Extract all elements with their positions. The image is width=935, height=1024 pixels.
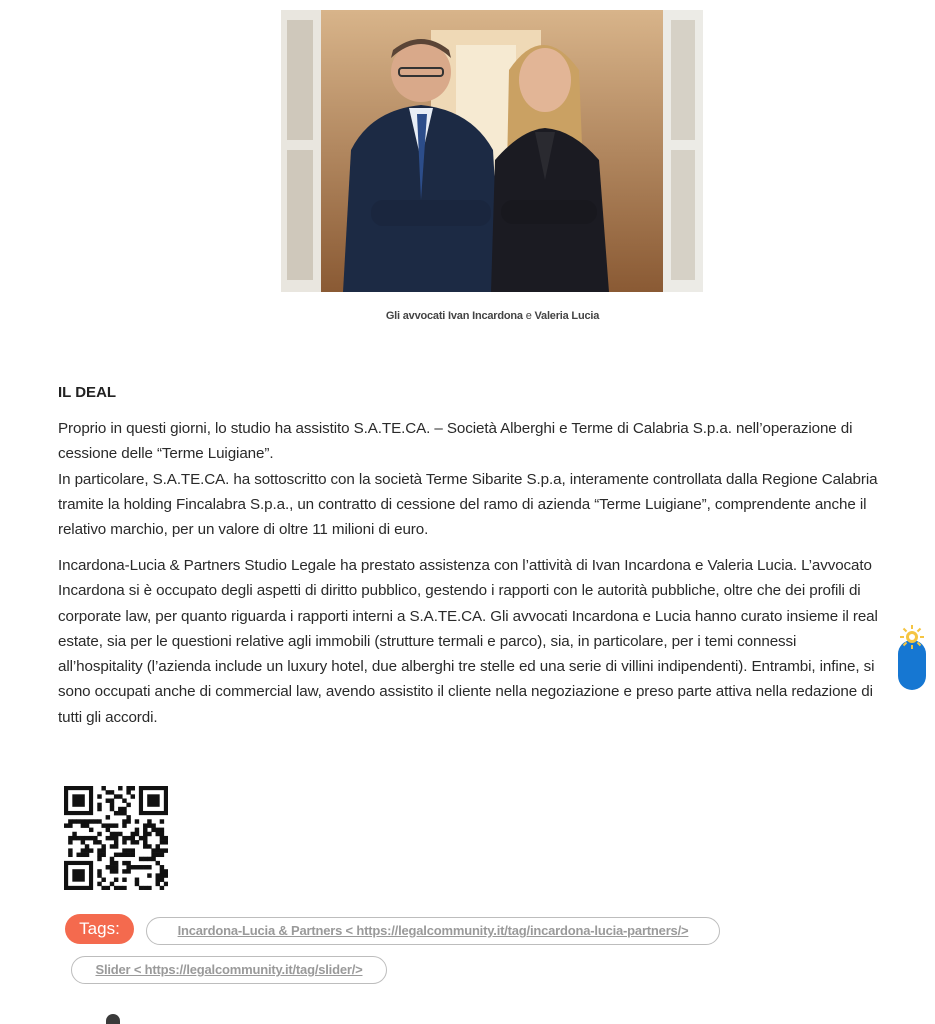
qr-code	[64, 786, 168, 890]
photo-caption	[0, 310, 935, 322]
paragraph-line: estate, sia per le questioni relative agli immobili (strutture termali e parco), sia, in particolare, per i temi connessi	[58, 632, 797, 650]
paragraph-firm-role	[58, 553, 918, 730]
avatar	[106, 1014, 120, 1024]
paragraph-line: all’hospitality (l’azienda include un luxury hotel, due alberghi tre stelle ed una serie di villini indipendenti). Entrambi, infine, si	[58, 658, 875, 676]
paragraph-deal-intro	[58, 416, 918, 542]
tag-link-incardona-lucia[interactable]: Incardona-Lucia & Partners < https://legalcommunity.it/tag/incardona-lucia-partners/>	[146, 917, 720, 945]
tag-link-slider[interactable]: Slider < https://legalcommunity.it/tag/slider/>	[71, 956, 387, 984]
sun-icon	[900, 625, 924, 649]
caption-conjunction: e	[525, 310, 532, 322]
paragraph-line: corporate law, per quanto riguarda i rapporti interni a S.A.TE.CA. Gli avvocati Incardona e Lucia hanno curato insieme il real	[58, 607, 878, 625]
paragraph-line: Proprio in questi giorni, lo studio ha assistito S.A.TE.CA. – Società Alberghi e Terme di Calabria S.p.a. nell’operazione di	[58, 420, 853, 437]
caption-name-1: Gli avvocati Ivan Incardona	[385, 310, 523, 322]
paragraph-line: In particolare, S.A.TE.CA. ha sottoscritto con la società Terme Sibarite S.p.a, interamente controllata dalla Regione Calabria	[58, 470, 878, 488]
paragraph-line: Incardona-Lucia & Partners Studio Legale ha prestato assistenza con l’attività di Ivan Incardona e Valeria Lucia. L’avvocato	[58, 557, 872, 574]
paragraph-line: tramite la holding Fincalabra S.p.a., un contratto di cessione del ramo di azienda “Terme Luigiane”, comprendente anche il	[58, 495, 867, 513]
paragraph-line: cessione delle “Terme Luigiane”.	[58, 445, 274, 463]
tags-label: Tags:	[65, 914, 134, 944]
paragraph-line: Incardona si è occupato degli aspetti di diritto pubblico, gestendo i rapporti con le autorità pubbliche, oltre che dei profili di	[58, 582, 861, 600]
section-heading: IL DEAL	[58, 384, 117, 401]
caption-name-2: Valeria Lucia	[534, 310, 600, 322]
paragraph-line: tutti gli accordi.	[58, 708, 158, 726]
paragraph-line: sono occupati anche di commercial law, avendo assistito il cliente nella negoziazione e preso parte attiva nella redazione di	[58, 683, 873, 701]
paragraph-line: relativo marchio, per un valore di oltre 11 milioni di euro.	[58, 521, 429, 539]
floating-widget-button[interactable]	[897, 622, 927, 692]
lawyers-photo	[281, 10, 703, 292]
